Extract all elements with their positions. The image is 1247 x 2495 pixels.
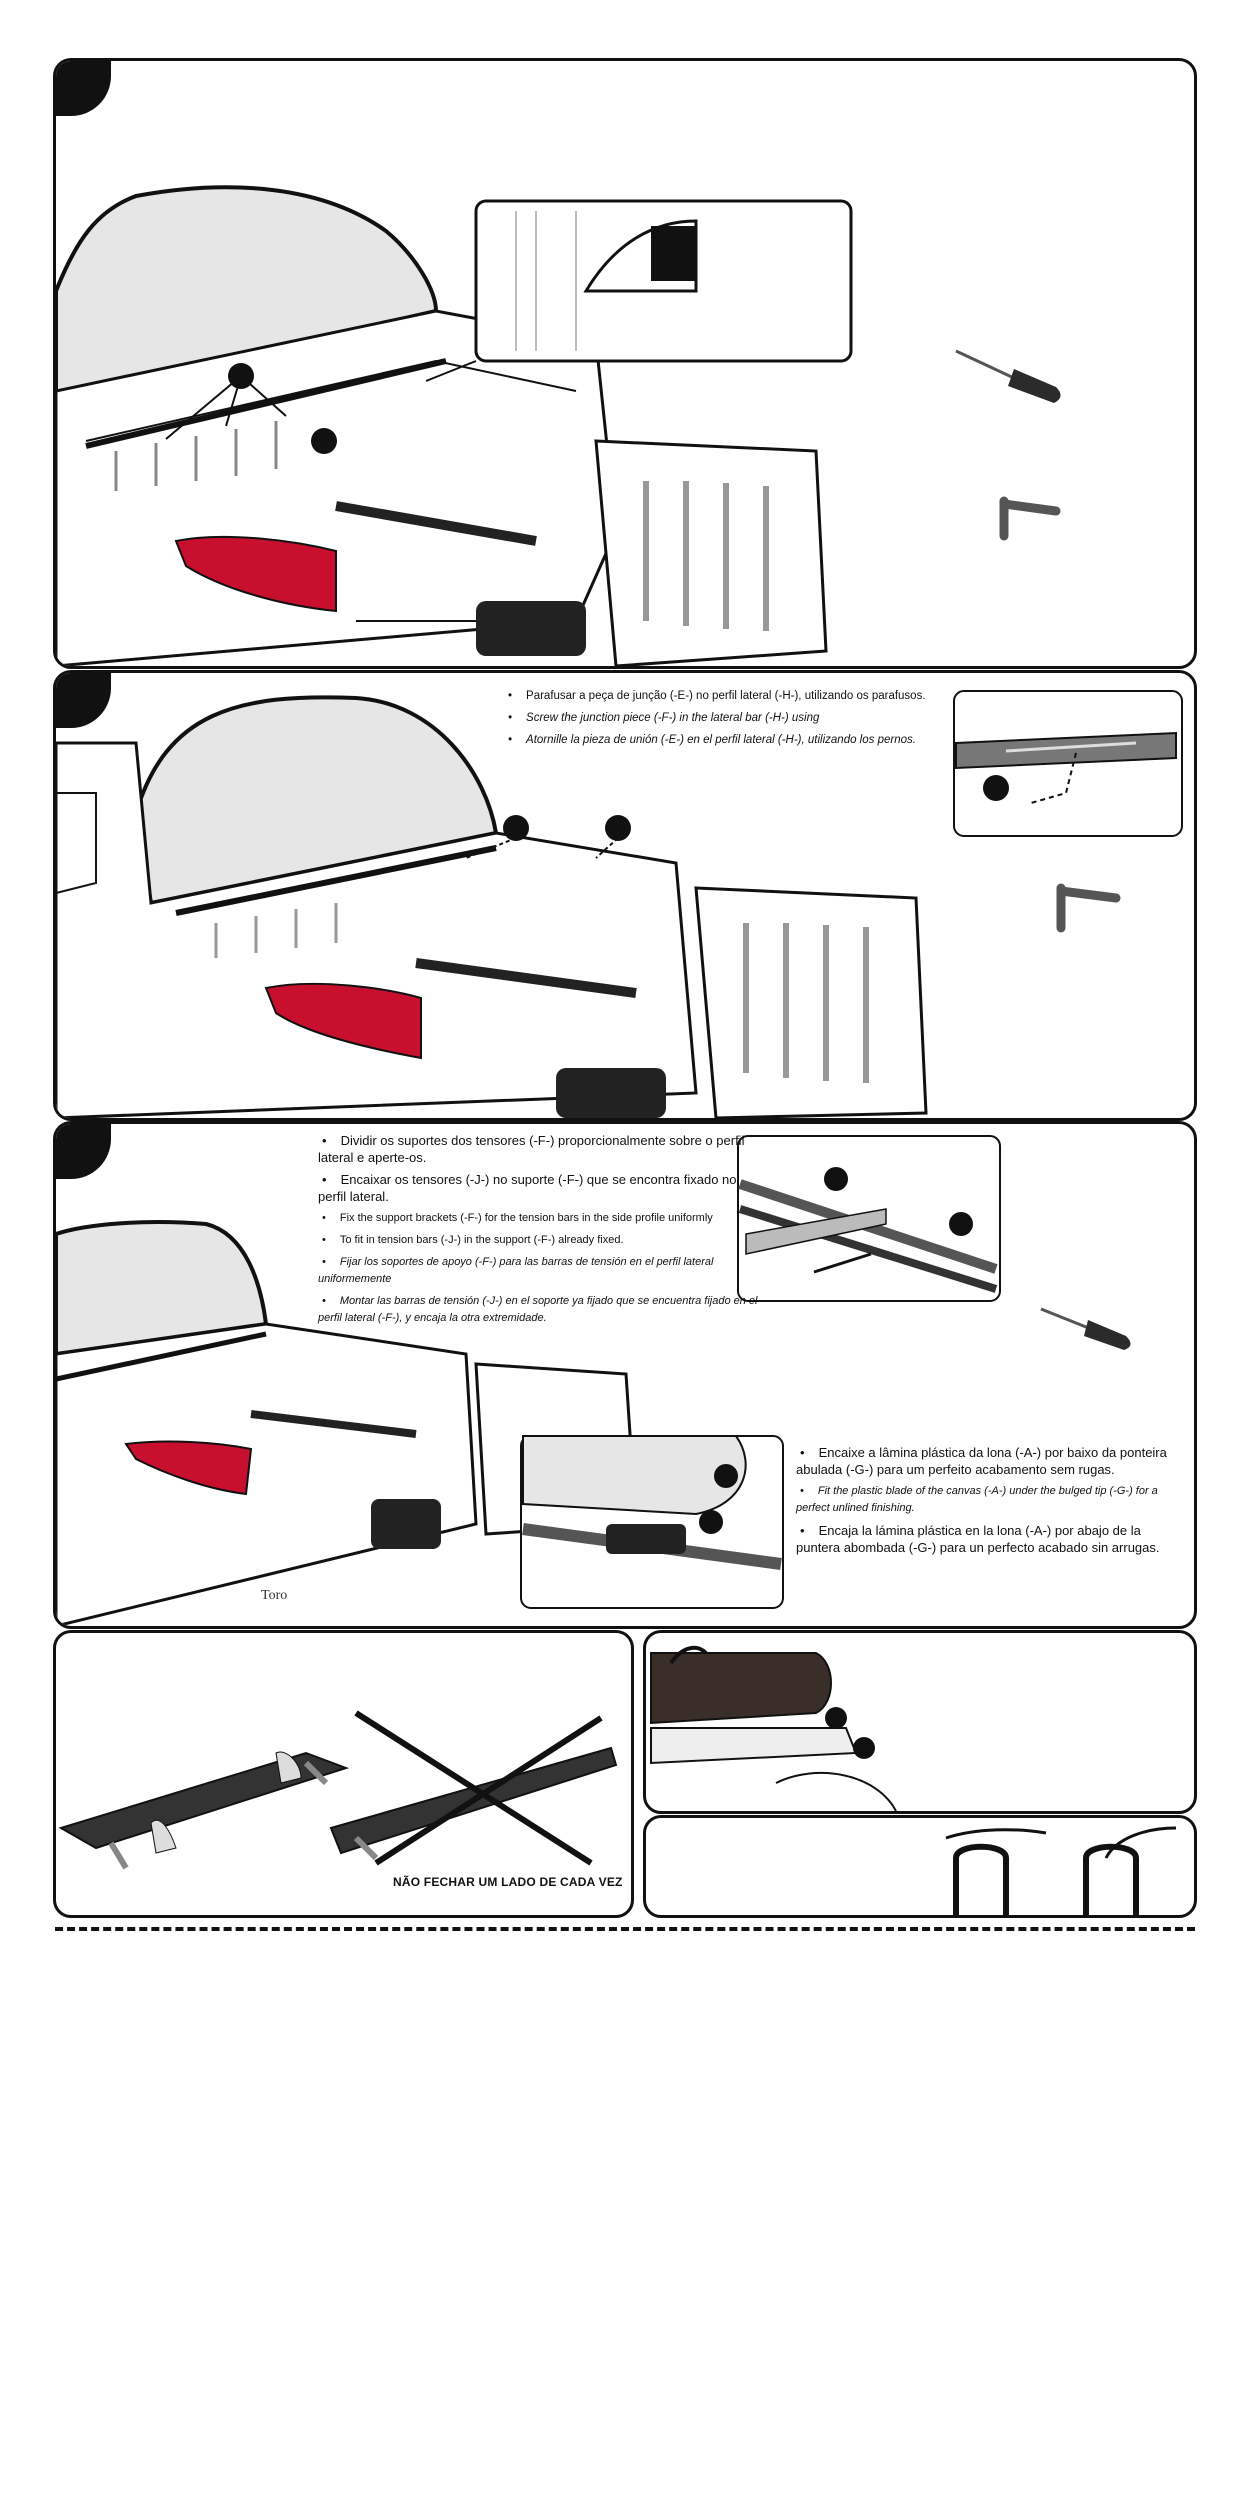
- model-badge: Toro: [261, 1588, 288, 1603]
- profile-illustration: [646, 1818, 1194, 1915]
- detail-panel-b: [643, 1815, 1197, 1918]
- clamp-illustration: [646, 1633, 1194, 1811]
- step-panel-5: [53, 1121, 1197, 1629]
- truck-illustration-1: [56, 61, 1194, 666]
- instruction-pt: • Parafusar a peça de junção (-E-) no perfil lateral (-H-), utilizando os parafusos.: [504, 688, 954, 705]
- step-panel-3: [53, 58, 1197, 669]
- instruction-es-1: • Fijar los soportes de apoyo (-F-) para las barras de tensión en el perfil lateral uniformemente: [318, 1254, 763, 1288]
- instruction-pt-1: • Dividir os suportes dos tensores (-F-) proporcionalmente sobre o perfil lateral e aperte-os.: [318, 1132, 763, 1166]
- side-instruction-en: • Fit the plastic blade of the canvas (-A-) under the bulged tip (-G-) for a perfect unlined finishing.: [796, 1483, 1186, 1517]
- instruction-en-2: • To fit in tension bars (-J-) in the support (-F-) already fixed.: [318, 1232, 763, 1249]
- warning-text: NÃO FECHAR UM LADO DE CADA VEZ: [393, 1875, 623, 1889]
- cover-folding-illustration: [56, 1633, 631, 1915]
- side-instruction-pt: • Encaixe a lâmina plástica da lona (-A-) por baixo da ponteira abulada (-G-) para um perfeito acabamento sem rugas.: [796, 1444, 1186, 1478]
- instruction-en: • Screw the junction piece (-F-) in the lateral bar (-H-) using: [504, 710, 954, 727]
- step-panel-4: [53, 670, 1197, 1121]
- detail-panel-a: [643, 1630, 1197, 1814]
- instruction-es-2: • Montar las barras de tensión (-J-) en el soporte ya fijado que se encuentra fijado en el perfil lateral (-F-), y encaja la otra extremidade.: [318, 1293, 763, 1327]
- instruction-en-1: • Fix the support brackets (-F-) for the tension bars in the side profile uniformly: [318, 1210, 763, 1227]
- step-panel-6: [53, 1630, 634, 1918]
- instruction-pt-2: • Encaixar os tensores (-J-) no suporte (-F-) que se encontra fixado no perfil lateral.: [318, 1171, 763, 1205]
- instruction-es: • Atornille la pieza de unión (-E-) en el perfil lateral (-H-), utilizando los pernos.: [504, 732, 954, 749]
- side-instruction-es: • Encaja la lámina plástica en la lona (-A-) por abajo de la puntera abombada (-G-) para un perfecto acabado sin arrugas.: [796, 1522, 1186, 1556]
- cut-line: [55, 1927, 1195, 1931]
